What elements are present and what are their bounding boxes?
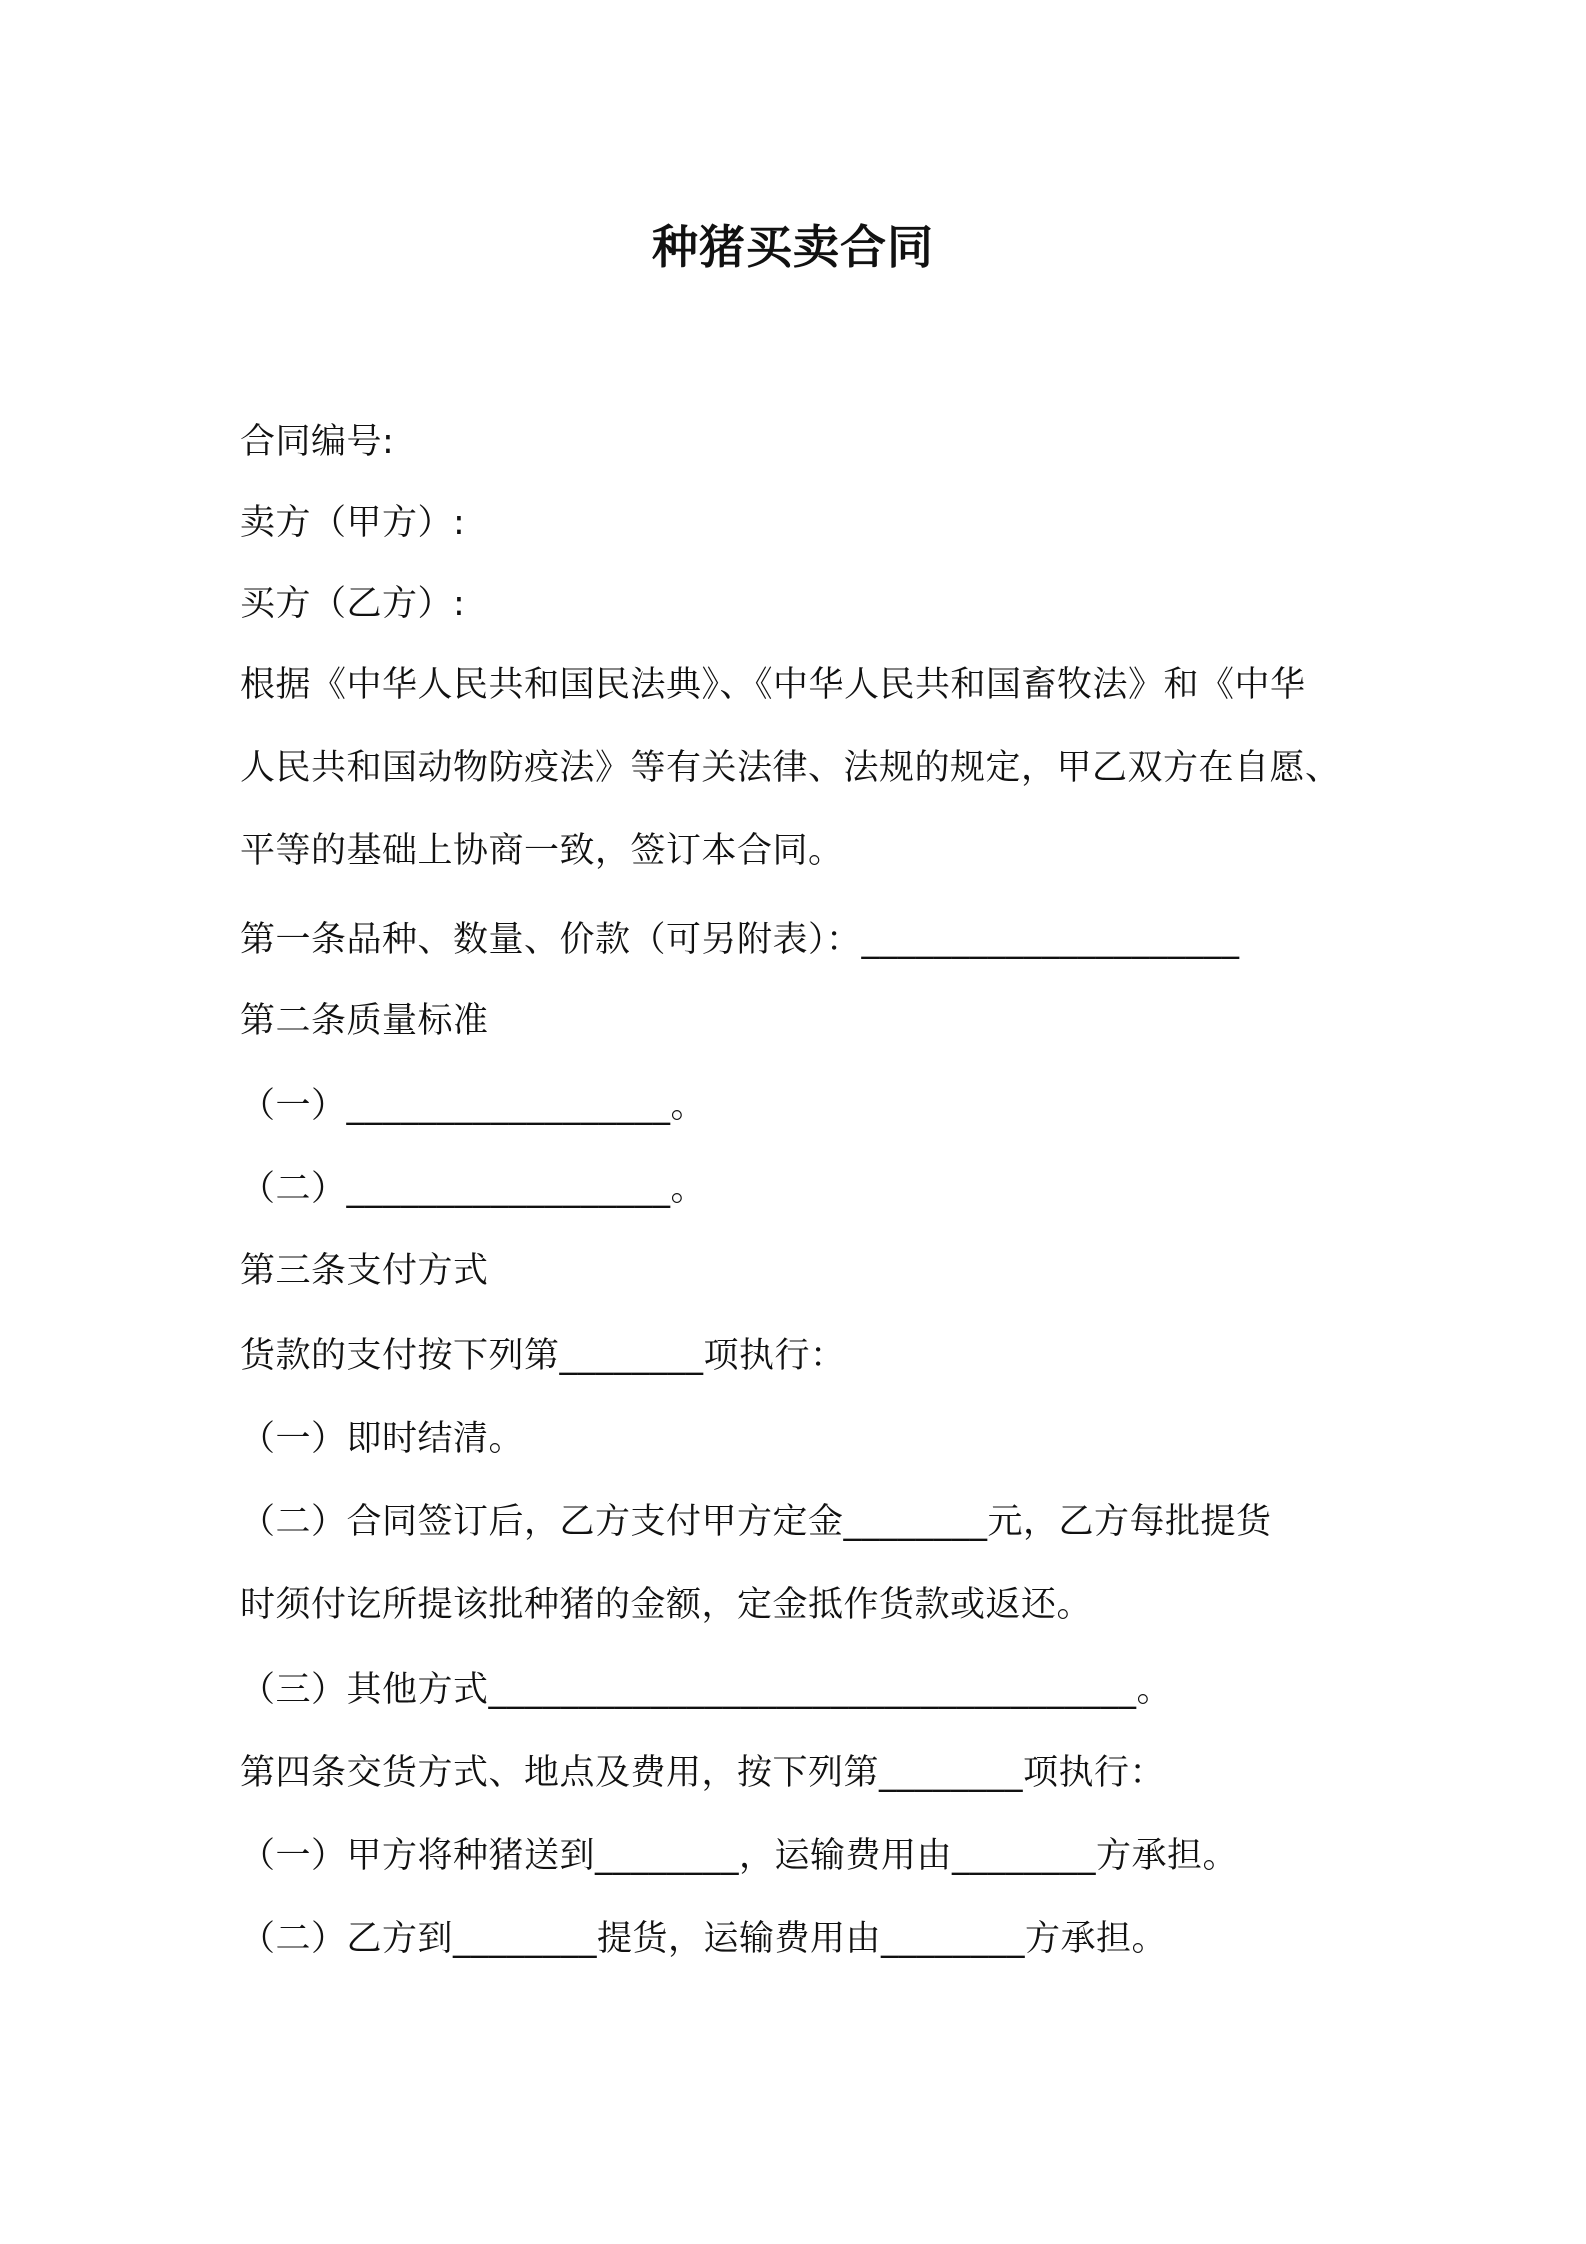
seller-line: 卖方（甲方）: — [240, 503, 466, 543]
article-3-item-2-line-2: 时须付讫所提该批种猪的金额，定金抵作货款或返还。 — [240, 1585, 1093, 1625]
contract-number-line: 合同编号: — [240, 422, 395, 462]
preamble-line-2: 人民共和国动物防疫法》等有关法律、法规的规定，甲乙双方在自愿、 — [240, 748, 1341, 788]
article-4-item-1: （一）甲方将种猪送到________，运输费用由________方承担。 — [240, 1836, 1239, 1876]
article-1-heading: 第一条品种、数量、价款（可另附表）：_____________________ — [240, 920, 1240, 960]
buyer-line: 买方（乙方）: — [240, 584, 466, 624]
contract-title: 种猪买卖合同 — [652, 220, 934, 274]
article-3-item-1: （一）即时结清。 — [240, 1419, 525, 1459]
article-2-item-2: （二）__________________。 — [240, 1169, 707, 1209]
preamble-line-1: 根据《中华人民共和国民法典》、《中华人民共和国畜牧法》和《中华 — [240, 665, 1306, 705]
article-4-item-2: （二）乙方到________提货，运输费用由________方承担。 — [240, 1919, 1168, 1959]
article-3-intro: 货款的支付按下列第________项执行： — [240, 1336, 846, 1376]
article-2-item-1: （一）__________________。 — [240, 1086, 707, 1126]
article-3-item-2-line-1: （二）合同签订后，乙方支付甲方定金________元，乙方每批提货 — [240, 1502, 1272, 1542]
article-3-item-3: （三）其他方式____________________________________。 — [240, 1670, 1173, 1710]
article-4-heading: 第四条交货方式、地点及费用，按下列第________项执行： — [240, 1753, 1166, 1793]
article-3-heading: 第三条支付方式 — [240, 1251, 489, 1291]
article-2-heading: 第二条质量标准 — [240, 1001, 489, 1041]
preamble-line-3: 平等的基础上协商一致，签订本合同。 — [240, 831, 844, 871]
